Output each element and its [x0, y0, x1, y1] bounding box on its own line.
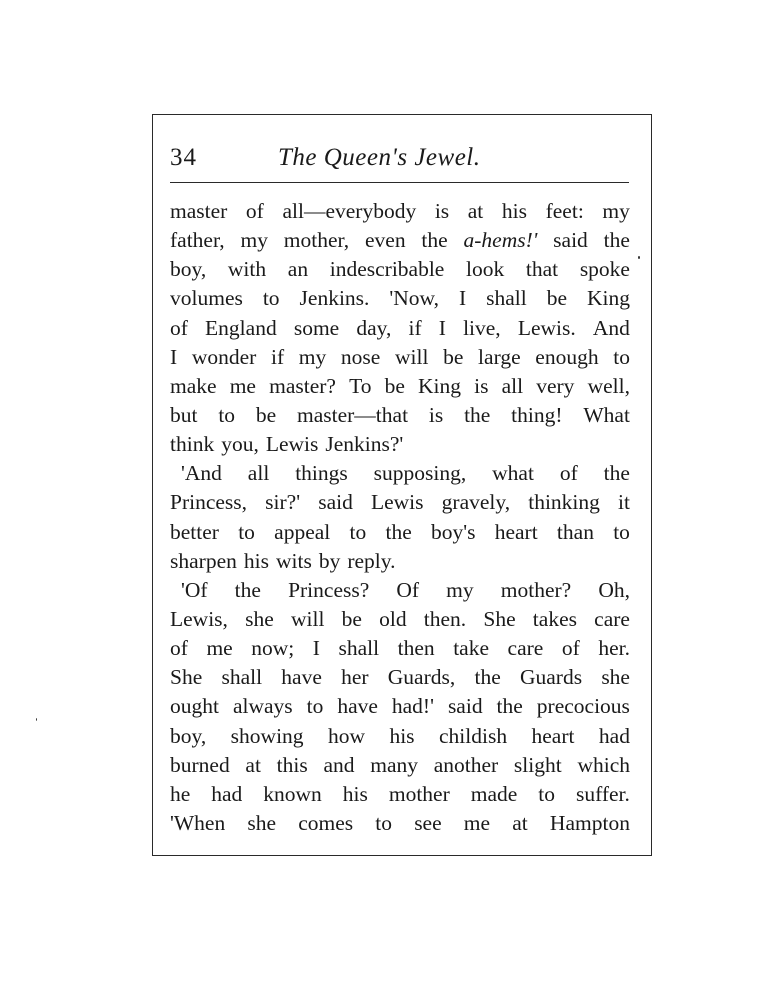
word: how [327, 723, 366, 748]
word: if [408, 315, 422, 340]
word: look [466, 257, 505, 282]
word: is [474, 373, 489, 398]
word: be [443, 344, 464, 369]
word: 'When [170, 810, 226, 835]
word: showing [230, 723, 304, 748]
word: all [247, 461, 270, 486]
word: have [281, 665, 322, 690]
word: then. [423, 606, 467, 631]
word: by [318, 548, 341, 573]
word: Hampton [549, 810, 630, 835]
word: I [312, 636, 320, 661]
word: made [470, 781, 518, 806]
text-line [170, 372, 630, 401]
word: will [290, 606, 325, 631]
word: all [501, 373, 524, 398]
word: to [375, 810, 393, 835]
word: Lewis [265, 432, 319, 457]
ink-speck [36, 718, 37, 721]
word: of [561, 636, 580, 661]
word: said [318, 490, 353, 515]
word: is [428, 402, 444, 427]
word: comes [298, 810, 354, 835]
text-line [170, 255, 630, 284]
text-line [170, 751, 630, 780]
word: to [306, 694, 324, 719]
word: at [467, 199, 484, 223]
word: his [342, 781, 368, 806]
text-line [170, 605, 630, 634]
word: slight [513, 752, 562, 777]
word: and [323, 752, 355, 777]
word: Lewis. [517, 315, 576, 340]
word: father, [170, 228, 225, 253]
word: his [501, 199, 527, 223]
word: the [474, 665, 501, 690]
word: the [385, 519, 412, 544]
word: see [414, 810, 442, 835]
text-line [170, 226, 630, 255]
word: had!' [391, 694, 434, 719]
word: day, [356, 315, 392, 340]
word: the [603, 228, 630, 253]
word: it [618, 490, 630, 515]
emphasis-word: a-hems!' [463, 228, 538, 253]
word: supposing, [373, 461, 467, 486]
word: takes [532, 606, 577, 631]
text-line [170, 197, 630, 226]
word: is [434, 199, 450, 223]
word: She [483, 606, 516, 631]
word: sir?' [265, 490, 301, 515]
word: Of [396, 577, 420, 602]
word: childish [438, 723, 508, 748]
word: shall [221, 665, 263, 690]
word: my [446, 577, 474, 602]
word: her. [598, 636, 630, 661]
word: Guards [519, 665, 583, 690]
word: be [384, 373, 405, 398]
word: thing! [511, 402, 563, 427]
word: of [170, 315, 188, 340]
text-line [170, 547, 630, 576]
word: heart [494, 519, 538, 544]
word: me [229, 373, 256, 398]
text-line [170, 459, 630, 488]
word: mother? [500, 577, 572, 602]
word: will [394, 344, 429, 369]
text-line [170, 780, 630, 809]
word: now; [251, 636, 295, 661]
text-line [170, 634, 630, 663]
text-line [170, 518, 630, 547]
text-line [170, 343, 630, 372]
word: master [170, 199, 228, 223]
word: she [247, 810, 277, 835]
word: some [293, 315, 340, 340]
word: I [170, 344, 178, 369]
word: shall [486, 286, 527, 311]
text-line [170, 576, 630, 605]
word: volumes [170, 286, 243, 311]
word: the [603, 461, 630, 486]
word: live, [463, 315, 501, 340]
word: To [349, 373, 372, 398]
word: all—everybody [282, 199, 417, 223]
word: of [559, 461, 578, 486]
word: Oh, [598, 577, 630, 602]
word: what [492, 461, 534, 486]
word: his [389, 723, 415, 748]
word: an [287, 257, 309, 282]
word: my [602, 199, 630, 223]
word: mother, [283, 228, 350, 253]
word: the [464, 402, 491, 427]
word: known [263, 781, 322, 806]
word: 'Of [181, 577, 208, 602]
word: than [556, 519, 594, 544]
text-line [170, 809, 630, 838]
word: things [295, 461, 348, 486]
word: at [245, 752, 261, 777]
word: old [379, 606, 407, 631]
word: of [170, 636, 188, 661]
word: boy, [170, 257, 207, 282]
word: spoke [579, 257, 630, 282]
word: you, [221, 432, 259, 457]
word: burned [170, 752, 230, 777]
word: my [240, 228, 268, 253]
word: King [586, 286, 630, 311]
running-head [170, 140, 628, 176]
word: to [349, 519, 367, 544]
word: large [478, 344, 521, 369]
word: me [206, 636, 233, 661]
word: well, [587, 373, 630, 398]
word: appeal [274, 519, 331, 544]
word: had [211, 781, 243, 806]
word: be [255, 402, 277, 427]
word: master—that [297, 402, 409, 427]
word: which [577, 752, 630, 777]
word: then [397, 636, 435, 661]
word: sharpen [170, 548, 237, 573]
word: to [613, 519, 630, 544]
word: Guards, [387, 665, 456, 690]
word: shall [338, 636, 380, 661]
text-line [170, 488, 630, 517]
word: at [512, 810, 528, 835]
word: ought [170, 694, 219, 719]
word: the [496, 694, 523, 719]
text-line [170, 401, 630, 430]
word: care [594, 606, 630, 631]
word: heart [531, 723, 575, 748]
word: even [365, 228, 406, 253]
word: she [601, 665, 630, 690]
word: the [421, 228, 448, 253]
text-line [170, 722, 630, 751]
word: She [170, 665, 203, 690]
word: this [276, 752, 308, 777]
word: had [598, 723, 630, 748]
word: thinking [528, 490, 600, 515]
page-number: 34 [170, 144, 197, 171]
word: of [245, 199, 264, 223]
word: his [243, 548, 269, 573]
word: have [337, 694, 378, 719]
word: with [227, 257, 267, 282]
word: take [453, 636, 490, 661]
word: the [234, 577, 261, 602]
word: suffer. [575, 781, 630, 806]
word: me [463, 810, 491, 835]
word: he [170, 781, 191, 806]
word: indescribable [329, 257, 445, 282]
word: nose [340, 344, 381, 369]
word: Lewis, [170, 606, 228, 631]
word: wits [275, 548, 312, 573]
word: to [238, 519, 255, 544]
word: be [341, 606, 362, 631]
word: enough [535, 344, 599, 369]
word: And [592, 315, 630, 340]
word: feet: [545, 199, 584, 223]
word: to [218, 402, 236, 427]
word: 'Now, [389, 286, 440, 311]
word: wonder [191, 344, 257, 369]
word: another [433, 752, 499, 777]
word: many [370, 752, 419, 777]
word: I [459, 286, 467, 311]
body-text [170, 197, 630, 838]
word: that [525, 257, 559, 282]
header-rule [170, 182, 629, 183]
word: Princess? [288, 577, 370, 602]
word: her [341, 665, 369, 690]
word: said [553, 228, 588, 253]
word: reply. [347, 548, 396, 573]
word: if [270, 344, 285, 369]
word: What [583, 402, 630, 427]
word: England [205, 315, 277, 340]
word: mother [388, 781, 450, 806]
word: master? [269, 373, 336, 398]
word: very [536, 373, 575, 398]
word: to [262, 286, 280, 311]
word: always [232, 694, 293, 719]
word: Jenkins. [299, 286, 370, 311]
word: be [546, 286, 568, 311]
text-line [170, 692, 630, 721]
word: my [298, 344, 327, 369]
text-line [170, 314, 630, 343]
word: gravely, [441, 490, 511, 515]
word: but [170, 402, 198, 427]
text-line [170, 430, 630, 459]
word: precocious [536, 694, 630, 719]
word: boy, [170, 723, 207, 748]
word: think [170, 432, 215, 457]
ink-speck [638, 256, 640, 259]
word: Princess, [170, 490, 248, 515]
word: to [538, 781, 555, 806]
word: 'And [181, 461, 222, 486]
word: Lewis [370, 490, 424, 515]
word: to [613, 344, 630, 369]
word: make [170, 373, 217, 398]
word: Jenkins?' [325, 432, 404, 457]
word: boy's [430, 519, 476, 544]
word: better [170, 519, 219, 544]
running-title: The Queen's Jewel. [278, 144, 481, 171]
word: I [438, 315, 446, 340]
text-line [170, 284, 630, 313]
word: she [245, 606, 274, 631]
word: King [418, 373, 462, 398]
text-line [170, 663, 630, 692]
word: said [447, 694, 483, 719]
word: care [507, 636, 544, 661]
